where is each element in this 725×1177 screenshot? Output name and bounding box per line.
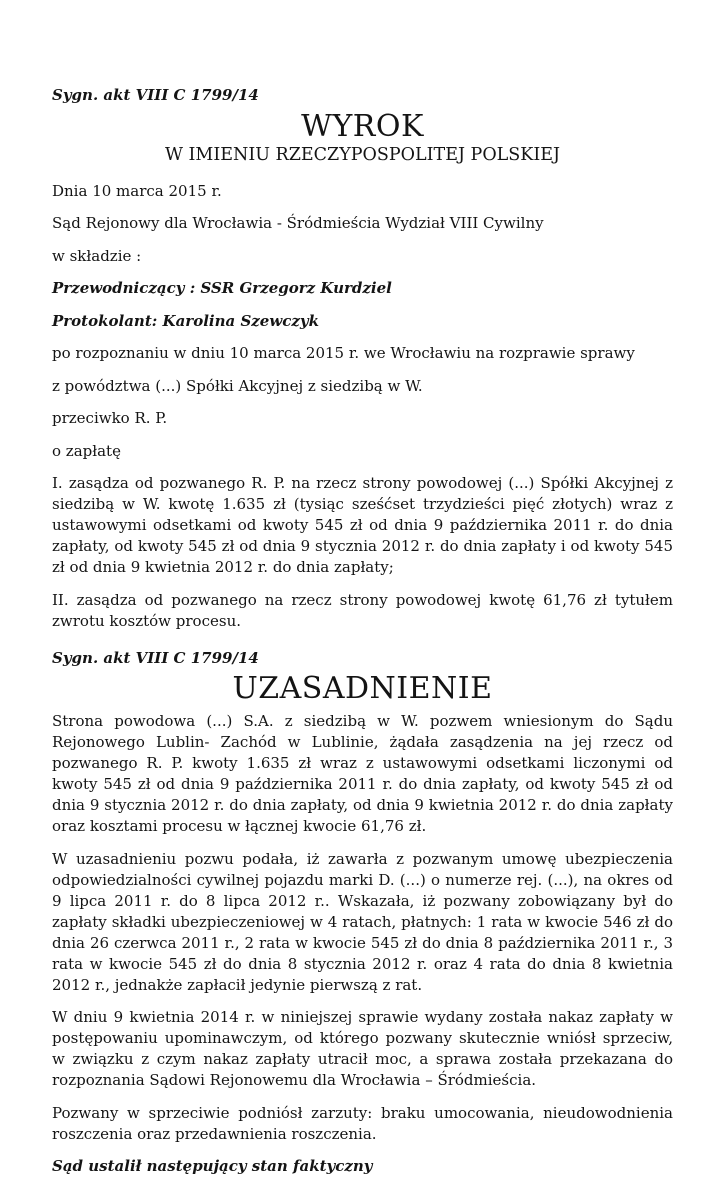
ruling-item-1: I. zasądza od pozwanego R. P. na rzecz strony powodowej (...) Spółki Akcyjnej z siedzibą w W. kwotę 1.635 zł (tysiąc sześćset trzydzieści pięć złotych) wraz z ustawowymi odsetkami od kwoty 545 zł od dnia 9 października 2011 r. do dnia zapłaty, od kwoty 545 zł od dnia 9 stycznia 2012 r. do dnia zapłaty i od kwoty 545 zł od dnia 9 kwietnia 2012 r. do dnia zapłaty; bbox=[52, 474, 673, 576]
justification-paragraph-4: Pozwany w sprzeciwie podniósł zarzuty: braku umocowania, nieudowodnienia roszczenia oraz przedawnienia roszczenia. bbox=[52, 1103, 673, 1143]
plaintiff-line: z powództwa (...) Spółki Akcyjnej z siedzibą w W. bbox=[52, 376, 423, 395]
justification-paragraph-3: W dniu 9 kwietnia 2014 r. w niniejszej sprawie wydany została nakaz zapłaty w postępowaniu upominawczym, od którego pozwany skutecznie wniósł sprzeciw, w związku z czym nakaz zapłaty utracił moc, a sprawa została przekazana do rozpoznania Sądowi Rejonowemu dla Wrocławia – Śródmieścia. bbox=[52, 1008, 673, 1089]
justification-paragraph-1: Strona powodowa (...) S.A. z siedzibą w W. pozwem wniesionym do Sądu Rejonowego Lublin- Zachód w Lublinie, żądała zasądzenia na jej rzecz od pozwanego R. P. kwoty 1.635 zł wraz z ustawowymi odsetkami liczonymi od kwoty 545 zł od dnia 9 października 2011 r. do dnia zapłaty, od kwoty 545 zł od dnia 9 stycznia 2012 r. do dnia zapłaty, od dnia 9 kwietnia 2012 r. do dnia zapłaty oraz kosztami procesu w łącznej kwocie 61,76 zł. bbox=[52, 712, 673, 835]
defendant-line: przeciwko R. P. bbox=[52, 409, 168, 427]
date-line: Dnia 10 marca 2015 r. bbox=[52, 181, 222, 200]
justification-title: UZASADNIENIE bbox=[232, 671, 493, 706]
clerk-line: Protokolant: Karolina Szewczyk bbox=[52, 311, 320, 330]
judgment-title: WYROK bbox=[301, 108, 424, 144]
judgment-subtitle: W IMIENIU RZECZYPOSPOLITEJ POLSKIEJ bbox=[164, 144, 561, 165]
case-number-2: Sygn. akt VIII C 1799/14 bbox=[52, 648, 259, 667]
case-number: Sygn. akt VIII C 1799/14 bbox=[52, 86, 259, 104]
presiding-judge-line: Przewodniczący : SSR Grzegorz Kurdziel bbox=[52, 279, 392, 297]
findings-heading: Sąd ustalił następujący stan faktyczny bbox=[52, 1157, 373, 1175]
hearing-line: po rozpoznaniu w dniu 10 marca 2015 r. we Wrocławiu na rozprawie sprawy bbox=[52, 344, 635, 362]
composition-line: w składzie : bbox=[52, 246, 142, 265]
ruling-item-2: II. zasądza od pozwanego na rzecz strony powodowej kwotę 61,76 zł tytułem zwrotu kosztów procesu. bbox=[52, 590, 673, 630]
justification-paragraph-2: W uzasadnieniu pozwu podała, iż zawarła z pozwanym umowę ubezpieczenia odpowiedzialności cywilnej pojazdu marki D. (...) o numerze rej. (...), na okres od 9 lipca 2011 r. do 8 lipca 2012 r.. Wskazała, iż pozwany zobowiązany był do zapłaty składki ubezpieczeniowej w 4 ratach, płatnych: 1 rata w kwocie 546 zł do dnia 26 czerwca 2011 r., 2 rata w kwocie 545 zł do dnia 8 października 2011 r., 3 rata w kwocie 545 zł do dnia 8 stycznia 2012 r. oraz 4 rata do dnia 8 kwietnia 2012 r., jednakże zapłacił jedynie pierwszą z rat. bbox=[52, 849, 673, 994]
court-line: Sąd Rejonowy dla Wrocławia - Śródmieścia Wydział VIII Cywilny bbox=[52, 214, 544, 232]
claim-subject-line: o zapłatę bbox=[52, 441, 121, 460]
